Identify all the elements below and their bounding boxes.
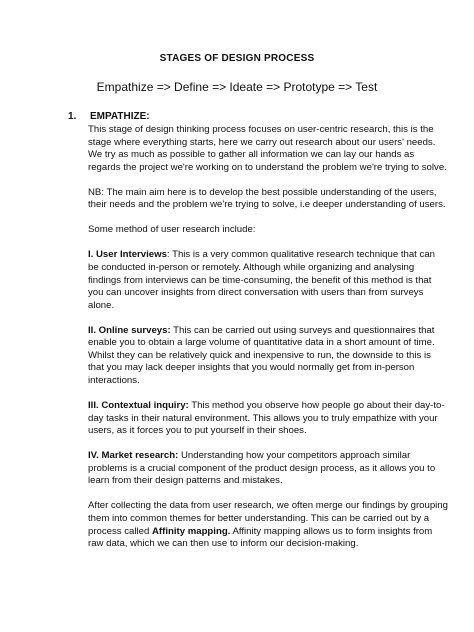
- method-description: This method you observe how people go about their day-to-day tasks in their natural environment. This allows you to truly empathize with your users, as it forces you to put yourself in their shoes.: [88, 400, 445, 437]
- section-body: [88, 124, 448, 563]
- method-description: Understanding how your competitors approach similar problems is a crucial component of the product design process, as it allows you to learn from their design patterns and mistakes.: [88, 450, 436, 487]
- method-label: III. Contextual inquiry:: [88, 400, 189, 412]
- method-description: This is a very common qualitative research technique that can be conducted in-person or remotely. Although while organizing and analysing findings from interviews can be time-consuming, the benefit of this method is that you can uncover insights from direct conversation with users than from surveys alone.: [88, 249, 435, 311]
- process-stages-line: Empathize => Define => Ideate => Prototype => Test: [96, 80, 378, 94]
- section-heading: [68, 111, 150, 122]
- method-label: I. User Interviews: [88, 249, 167, 261]
- method-description: This can be carried out using surveys and questionnaires that enable you to obtain a large volume of quantitative data in a short amount of time. Whilst they can be relatively quick and inexpensive to run, the downside to this is that you may lack deeper insights that you would normally get from in-person interactions.: [88, 324, 435, 387]
- intro-paragraph: This stage of design thinking process focuses on user-centric research, this is the stage where everything starts, here we carry out research about our users' needs. We try as much as possible to gather all information we can lay our hands as regards the project we're working on to understand the problem we're trying to solve.: [88, 124, 447, 173]
- method-label: II. Online surveys:: [88, 324, 171, 336]
- section-title: EMPATHIZE:: [90, 111, 150, 122]
- method-market-research: [88, 450, 448, 488]
- method-online-surveys: [88, 325, 448, 388]
- method-user-interviews: I. User Interviews: This is a very common qualitative research technique that can be conducted in-person or remotely. Although while organizing and analysing findings from interviews can be time-consuming, the benefit of this method is that you can uncover insights from direct conversation with users than from surveys alone.: [88, 249, 435, 311]
- section-number: 1.: [68, 111, 77, 122]
- closing-paragraph: After collecting the data from user research, we often merge our findings by grouping them into common themes for better understanding. This can be carried out by a process called Affinity mapping. Affinity mapping allows us to form insights from raw data, which we can then use to inform our decision-making.: [88, 500, 448, 550]
- methods-intro: Some method of user research include:: [88, 224, 256, 236]
- method-contextual-inquiry: [88, 400, 448, 438]
- affinity-mapping-term: Affinity mapping.: [152, 525, 231, 537]
- document-title: STAGES OF DESIGN PROCESS: [159, 53, 315, 64]
- note-paragraph: NB: The main aim here is to develop the best possible understanding of the users, their needs and the problem we're trying to solve, i.e deeper understanding of users.: [88, 186, 446, 211]
- method-label: IV. Market research:: [88, 450, 179, 462]
